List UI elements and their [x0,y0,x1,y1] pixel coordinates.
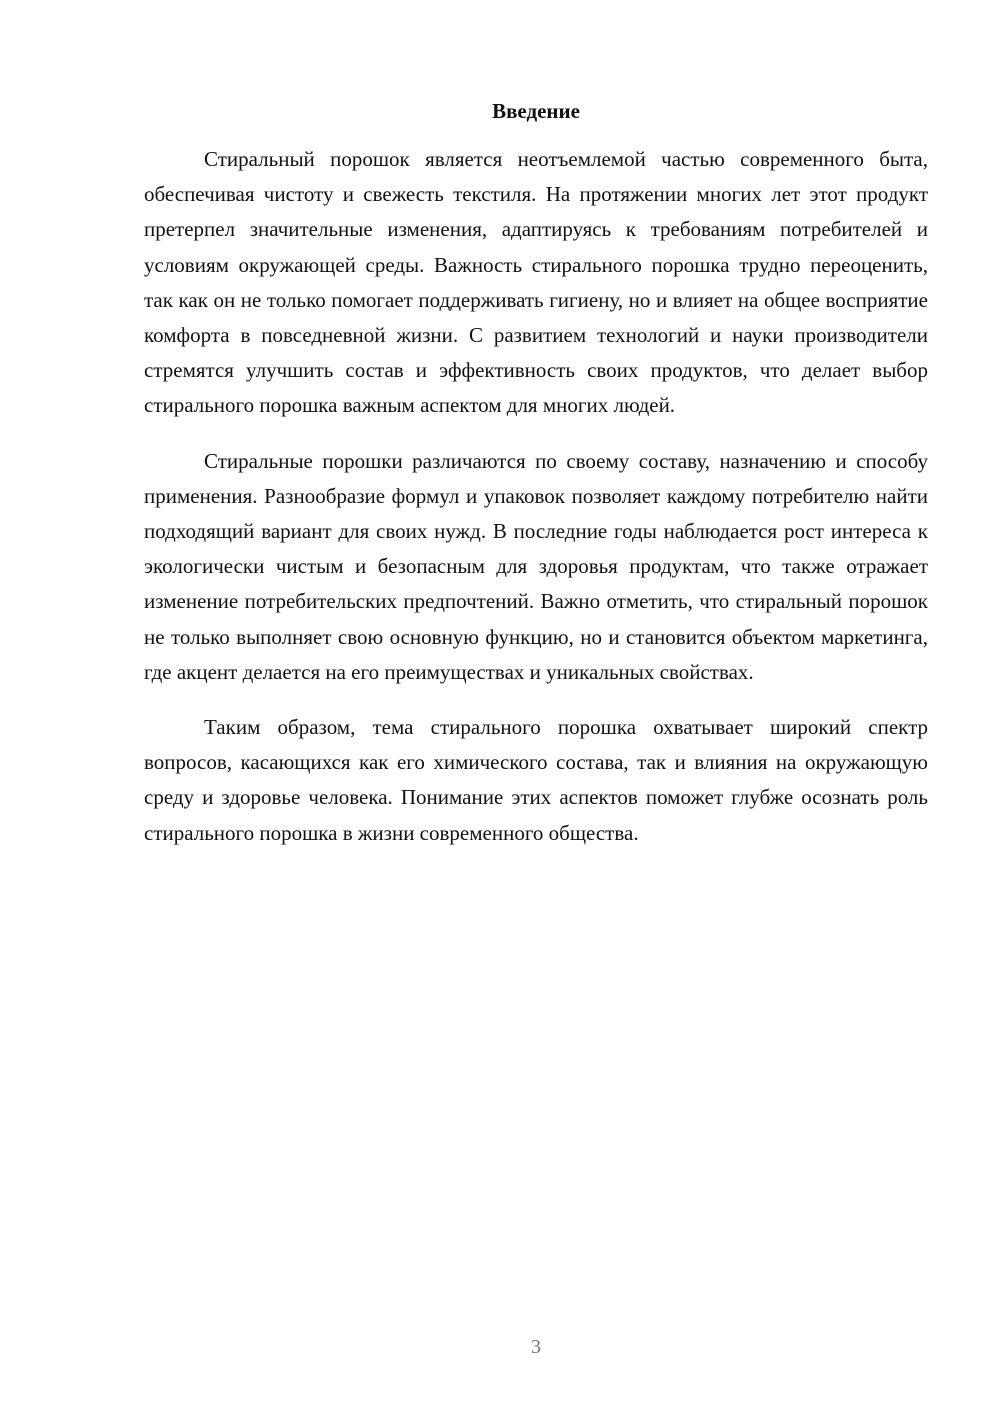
paragraph-2: Стиральные порошки различаются по своему составу, назначению и способу применения. Разнообразие формул и упаковок позволяет каждому потребителю найти подходящий вариант для своих нужд. В последние годы наблюдается рост интереса к экологически чистым и безопасным для здоровья продуктам, что также отражает изменение потребительских предпочтений. Важно отметить, что стиральный порошок не только выполняет свою основную функцию, но и становится объектом маркетинга, где акцент делается на его преимуществах и уникальных свойствах. [144,448,928,684]
page-number: 3 [531,1336,541,1358]
paragraph-1: Стиральный порошок является неотъемлемой частью современного быта, обеспечивая чистоту и свежесть текстиля. На протяжении многих лет этот продукт претерпел значительные изменения, адаптируясь к требованиям потребителей и условиям окружающей среды. Важность стирального порошка трудно переоценить, так как он не только помогает поддерживать гигиену, но и влияет на общее восприятие комфорта в повседневной жизни. С развитием технологий и науки производители стремятся улучшить состав и эффективность своих продуктов, что делает выбор стирального порошка важным аспектом для многих людей. [144,147,928,418]
paragraph-3: Таким образом, тема стирального порошка охватывает широкий спектр вопросов, касающихся как его химического состава, так и влияния на окружающую среду и здоровье человека. Понимание этих аспектов поможет глубже осознать роль стирального порошка в жизни современного общества. [144,715,928,845]
section-heading: Введение [492,99,580,123]
page-content [144,96,928,851]
